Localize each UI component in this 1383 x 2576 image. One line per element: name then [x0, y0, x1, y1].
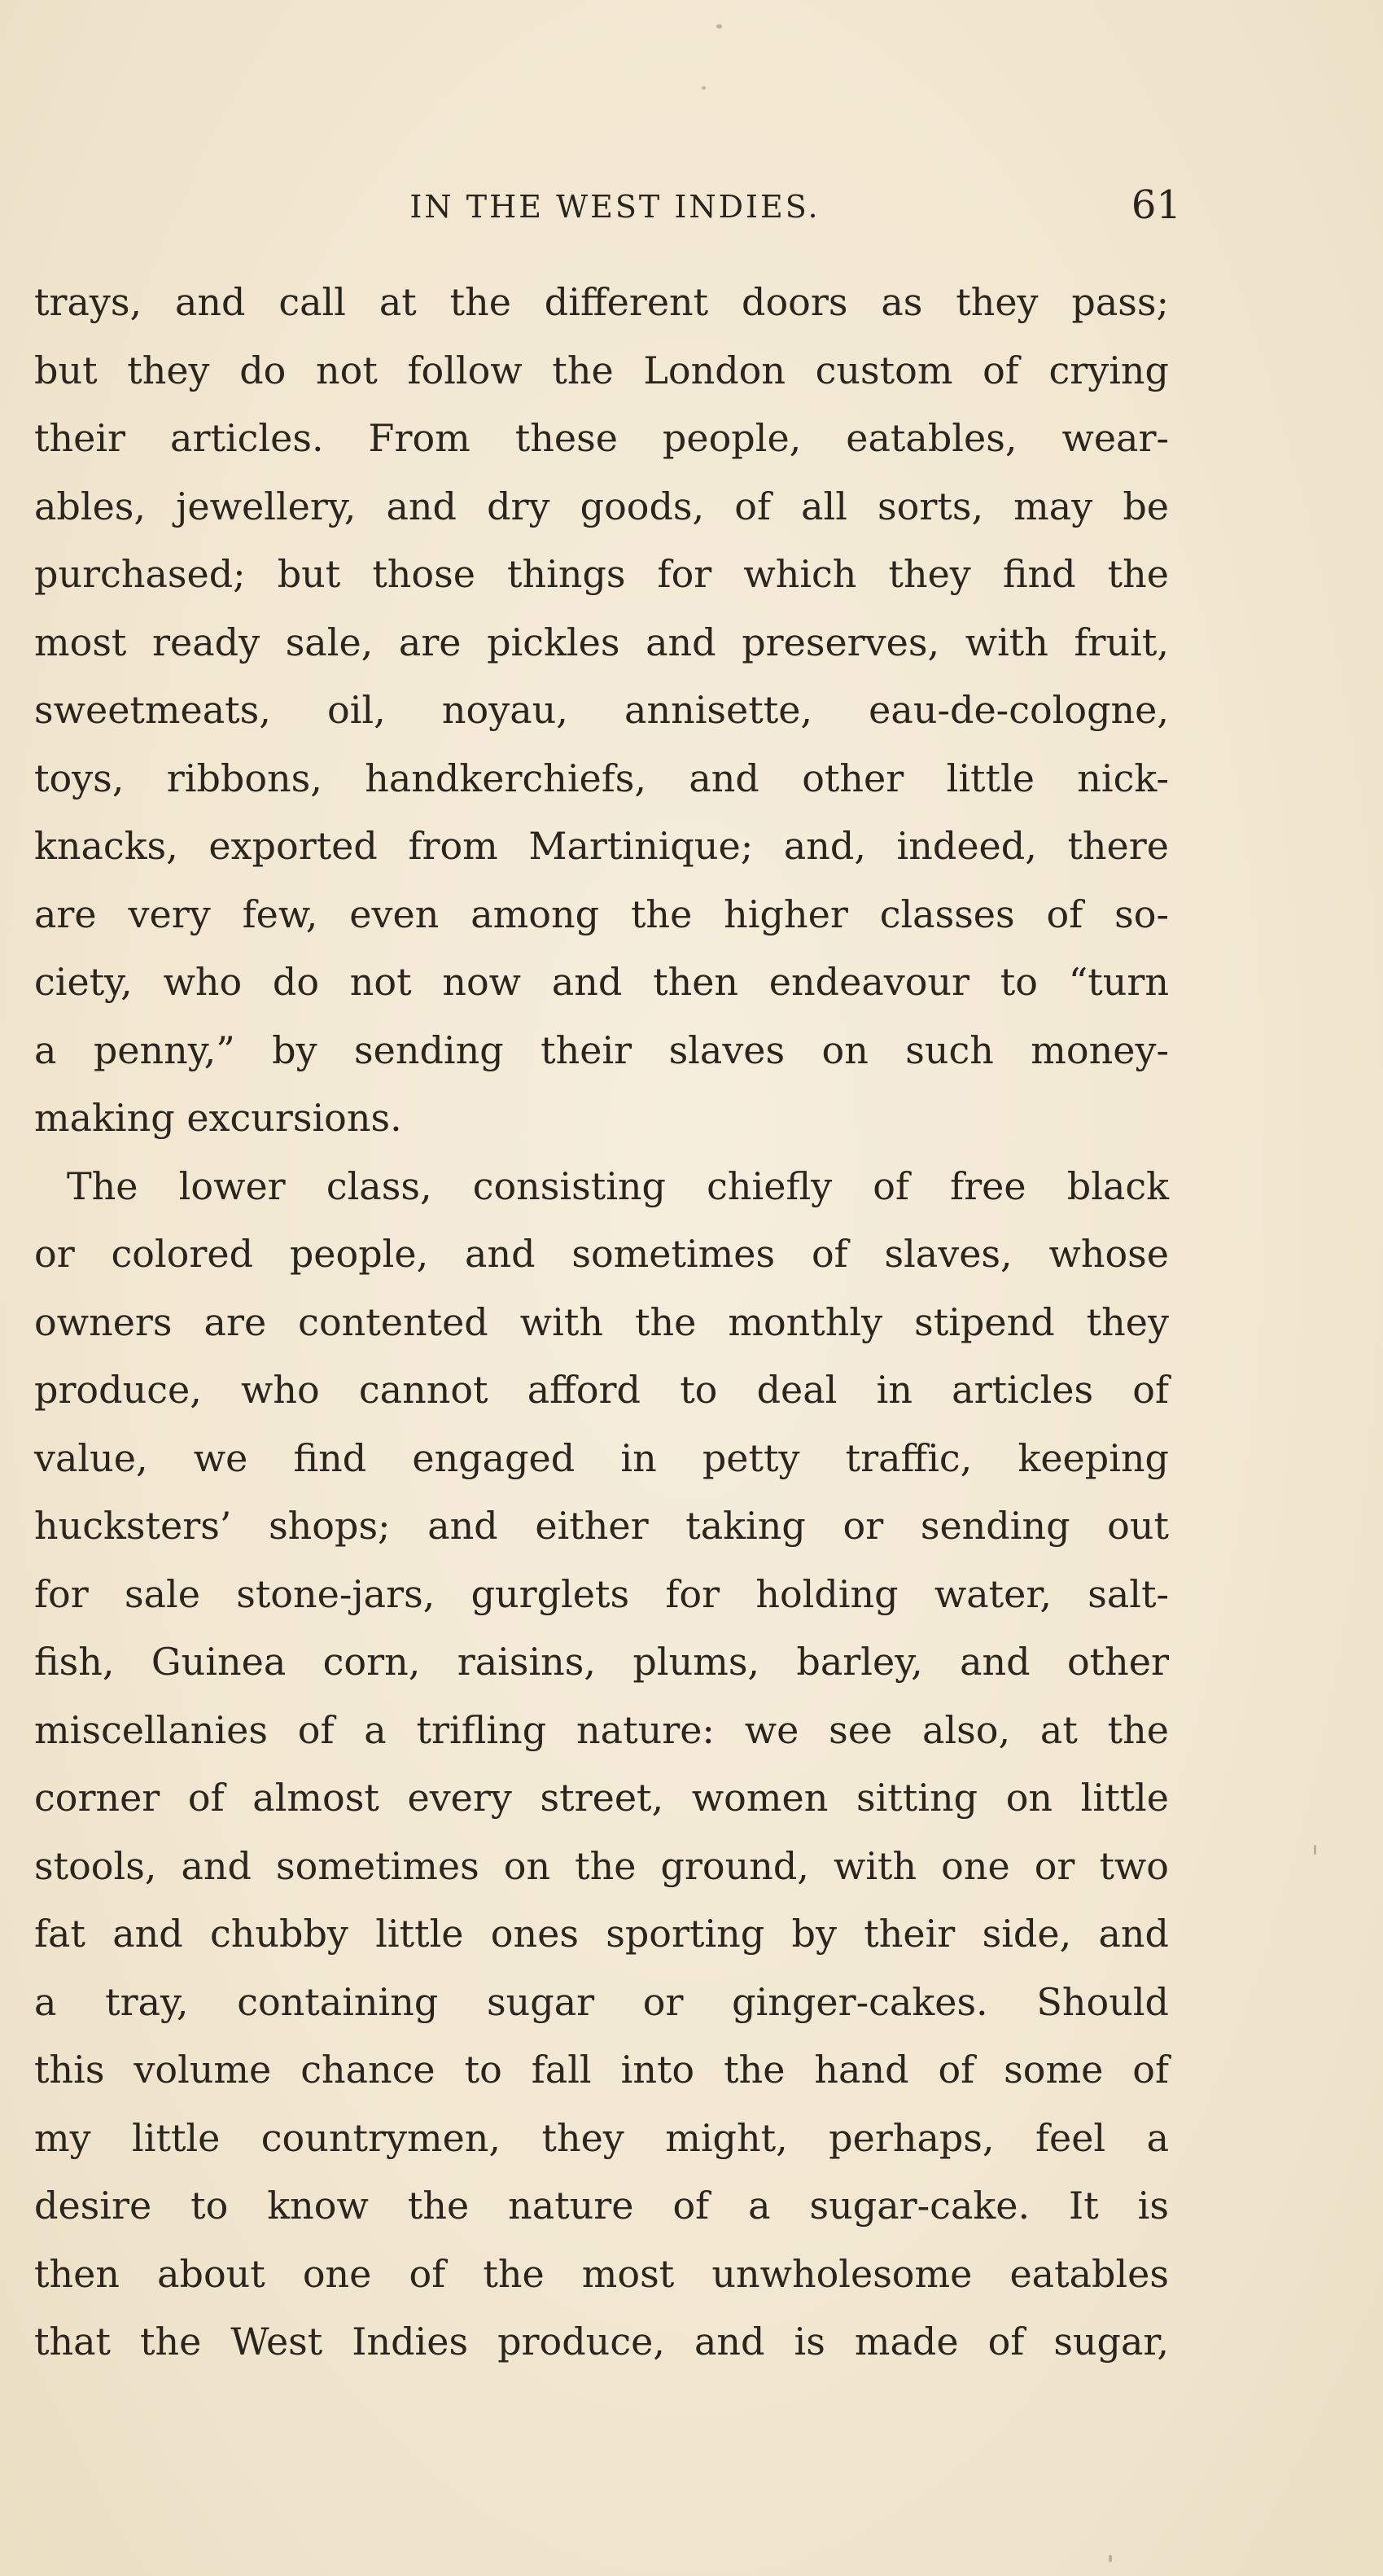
- text-line: that the West Indies produce, and is made of sugar,: [34, 2320, 1169, 2364]
- paragraph-end-line: making excursions.: [34, 1096, 402, 1140]
- paragraph-start-line: The lower class, consisting chiefly of free black: [67, 1163, 1169, 1208]
- text-line: value, we find engaged in petty traffic, keeping: [34, 1435, 1169, 1480]
- text-line: then about one of the most unwholesome eatables: [34, 2251, 1169, 2296]
- text-line: produce, who cannot afford to deal in articles of: [34, 1368, 1169, 1412]
- text-line: are very few, even among the higher classes of so-: [34, 892, 1169, 936]
- text-line: but they do not follow the London custom of crying: [34, 348, 1169, 392]
- text-line: this volume chance to fall into the hand of some of: [34, 2048, 1169, 2092]
- text-line: stools, and sometimes on the ground, with one or two: [34, 1843, 1169, 1888]
- paper-speck: [716, 24, 722, 28]
- text-line: for sale stone-jars, gurglets for holding water, salt-: [34, 1571, 1169, 1616]
- text-line: purchased; but those things for which they find the: [34, 552, 1169, 596]
- text-line: corner of almost every street, women sitting on little: [34, 1776, 1169, 1820]
- paper-speck: [702, 86, 706, 90]
- paper-speck: [1314, 1845, 1316, 1855]
- text-line: desire to know the nature of a sugar-cake. It is: [34, 2184, 1169, 2228]
- text-line: fish, Guinea corn, raisins, plums, barley, and other: [34, 1640, 1169, 1684]
- running-head: IN THE WEST INDIES.: [409, 189, 821, 225]
- paper-speck: [1109, 2555, 1112, 2562]
- text-line: or colored people, and sometimes of slaves, whose: [34, 1232, 1169, 1276]
- page-header: [49, 182, 1181, 238]
- text-line: owners are contented with the monthly stipend they: [34, 1299, 1169, 1344]
- text-line: fat and chubby little ones sporting by their side, and: [34, 1912, 1169, 1956]
- page-number: 61: [1131, 182, 1181, 228]
- text-line: toys, ribbons, handkerchiefs, and other little nick-: [34, 756, 1169, 800]
- text-line: ciety, who do not now and then endeavour to “turn: [34, 960, 1169, 1004]
- text-line: trays, and call at the different doors as they pass;: [34, 280, 1169, 324]
- text-line: their articles. From these people, eatables, wear-: [34, 416, 1169, 460]
- text-line: most ready sale, are pickles and preserves, with fruit,: [34, 620, 1169, 664]
- body-text: [34, 269, 1169, 2377]
- text-line: a tray, containing sugar or ginger-cakes. Should: [34, 1979, 1169, 2024]
- text-line: a penny,” by sending their slaves on such money-: [34, 1027, 1169, 1072]
- text-line: hucksters’ shops; and either taking or sending out: [34, 1504, 1169, 1548]
- text-line: sweetmeats, oil, noyau, annisette, eau-de-cologne,: [34, 688, 1169, 732]
- text-line: knacks, exported from Martinique; and, indeed, there: [34, 824, 1169, 868]
- text-line: ables, jewellery, and dry goods, of all sorts, may be: [34, 484, 1169, 528]
- text-line: my little countrymen, they might, perhaps, feel a: [34, 2115, 1169, 2160]
- text-line: miscellanies of a trifling nature: we see also, at the: [34, 1707, 1169, 1752]
